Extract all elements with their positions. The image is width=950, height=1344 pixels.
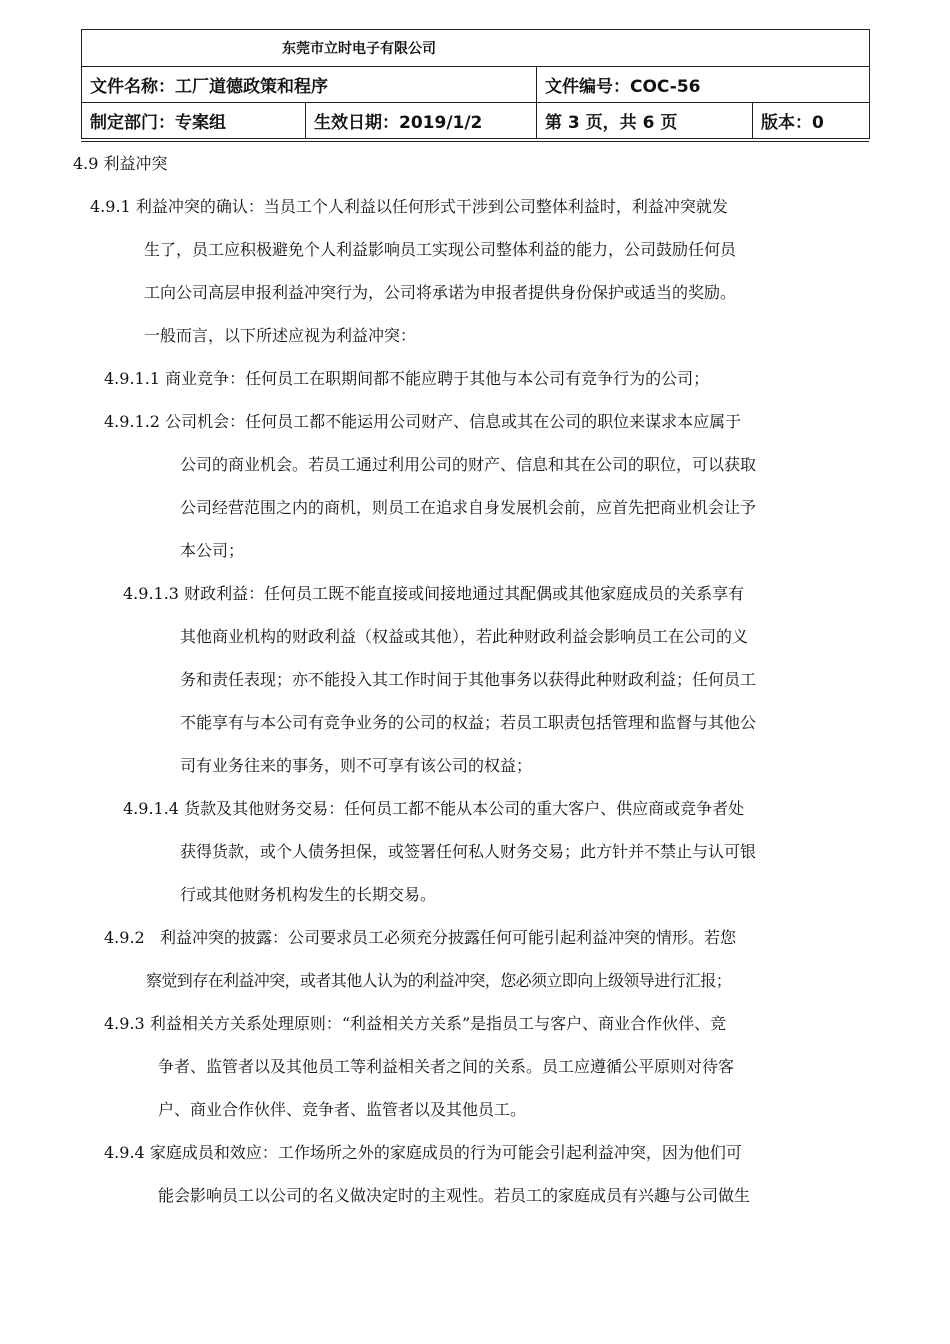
paragraph-line: 公司的商业机会。若员工通过利用公司的财产、信息和其在公司的职位，可以获取 [180, 455, 757, 474]
paragraph-line: 利益冲突的确认：当员工个人利益以任何形式干涉到公司整体利益时，利益冲突就发 [135, 197, 728, 216]
paragraph-4-9-1-4 [123, 787, 756, 916]
document-name: 工厂道德政策和程序 [175, 77, 328, 97]
effective-date: 2019/1/2 [399, 113, 483, 133]
paragraph-line: 一般而言，以下所述应视为利益冲突： [144, 326, 417, 345]
document-number-cell [537, 67, 870, 103]
version-cell [753, 103, 870, 139]
paragraph-number: 4.9.2 [104, 928, 145, 947]
paragraph-line: 利益相关方关系处理原则：“利益相关方关系”是指员工与客户、商业合作伙伴、竞 [149, 1014, 727, 1033]
document-number-label: 文件编号： [545, 77, 630, 97]
department-label: 制定部门： [90, 113, 175, 133]
paragraph-4-9-1-3 [123, 572, 756, 787]
paragraph-line: 货款及其他财务交易：任何员工都不能从本公司的重大客户、供应商或竞争者处 [184, 799, 745, 818]
paragraph-line: 行或其他财务机构发生的长期交易。 [180, 885, 437, 904]
paragraph-line: 户、商业合作伙伴、竞争者、监管者以及其他员工。 [158, 1100, 527, 1119]
paragraph-line: 公司机会：任何员工都不能运用公司财产、信息或其在公司的职位来谋求本应属于 [165, 412, 742, 431]
header-table [81, 29, 870, 139]
section-title: 4.9 利益冲突 [73, 154, 168, 173]
paragraph-line: 司有业务往来的事务，则不可享有该公司的权益； [180, 756, 533, 775]
company-name: 东莞市立时电子有限公司 [82, 30, 870, 67]
paragraph-line: 财政利益：任何员工既不能直接或间接地通过其配偶或其他家庭成员的关系享有 [184, 584, 745, 603]
paragraph-4-9-2 [104, 916, 736, 1002]
paragraph-line: 不能享有与本公司有竞争业务的公司的权益；若员工职责包括管理和监督与其他公 [180, 713, 757, 732]
paragraph-line: 务和责任表现；亦不能投入其工作时间于其他事务以获得此种财政利益；任何员工 [180, 670, 757, 689]
paragraph-line: 其他商业机构的财政利益（权益或其他），若此种财政利益会影响员工在公司的义 [180, 627, 749, 646]
paragraph-number: 4.9.1.1 [104, 369, 160, 388]
paragraph-number: 4.9.1.2 [104, 412, 160, 431]
document-name-cell [82, 67, 537, 103]
paragraph-line: 生了，员工应积极避免个人利益影响员工实现公司整体利益的能力，公司鼓励任何员 [144, 240, 737, 259]
paragraph-4-9-1 [90, 185, 736, 357]
paragraph-line: 争者、监管者以及其他员工等利益相关者之间的关系。员工应遵循公平原则对待客 [158, 1057, 735, 1076]
paragraph-line: 工向公司高层申报利益冲突行为，公司将承诺为申报者提供身份保护或适当的奖励。 [144, 283, 737, 302]
department: 专案组 [175, 113, 226, 133]
effective-date-cell [306, 103, 537, 139]
paragraph-number: 4.9.1.4 [123, 799, 179, 818]
paragraph-line: 利益冲突的披露：公司要求员工必须充分披露任何可能引起利益冲突的情形。若您 [159, 928, 736, 947]
paragraph-line: 能会影响员工以公司的名义做决定时的主观性。若员工的家庭成员有兴趣与公司做生 [158, 1186, 751, 1205]
paragraph-line: 商业竞争：任何员工在职期间都不能应聘于其他与本公司有竞争行为的公司； [165, 369, 710, 388]
paragraph-line: 获得货款，或个人债务担保，或签署任何私人财务交易；此方针并不禁止与认可银 [180, 842, 757, 861]
paragraph-number: 4.9.3 [104, 1014, 145, 1033]
paragraph-line: 公司经营范围之内的商机，则员工在追求自身发展机会前，应首先把商业机会让予 [180, 498, 757, 517]
paragraph-line: 察觉到存在利益冲突，或者其他人认为的利益冲突，您必须立即向上级领导进行汇报； [146, 971, 732, 990]
paragraph-4-9-4 [104, 1131, 750, 1217]
paragraph-number: 4.9.1.3 [123, 584, 179, 603]
paragraph-4-9-1-1 [104, 357, 709, 400]
paragraph-number: 4.9.1 [90, 197, 131, 216]
paragraph-4-9-1-2 [104, 400, 756, 572]
paragraph-line: 本公司； [180, 541, 245, 560]
document-name-label: 文件名称： [90, 77, 175, 97]
paragraph-4-9-3 [104, 1002, 734, 1131]
effective-date-label: 生效日期： [314, 113, 399, 133]
header-divider [81, 141, 869, 142]
department-cell [82, 103, 306, 139]
paragraph-number: 4.9.4 [104, 1143, 145, 1162]
page-info: 第 3 页，共 6 页 [537, 103, 753, 139]
document-number: COC-56 [630, 77, 701, 97]
version-label: 版本： [761, 113, 812, 133]
version: 0 [812, 113, 824, 133]
paragraph-line: 家庭成员和效应：工作场所之外的家庭成员的行为可能会引起利益冲突，因为他们可 [149, 1143, 742, 1162]
